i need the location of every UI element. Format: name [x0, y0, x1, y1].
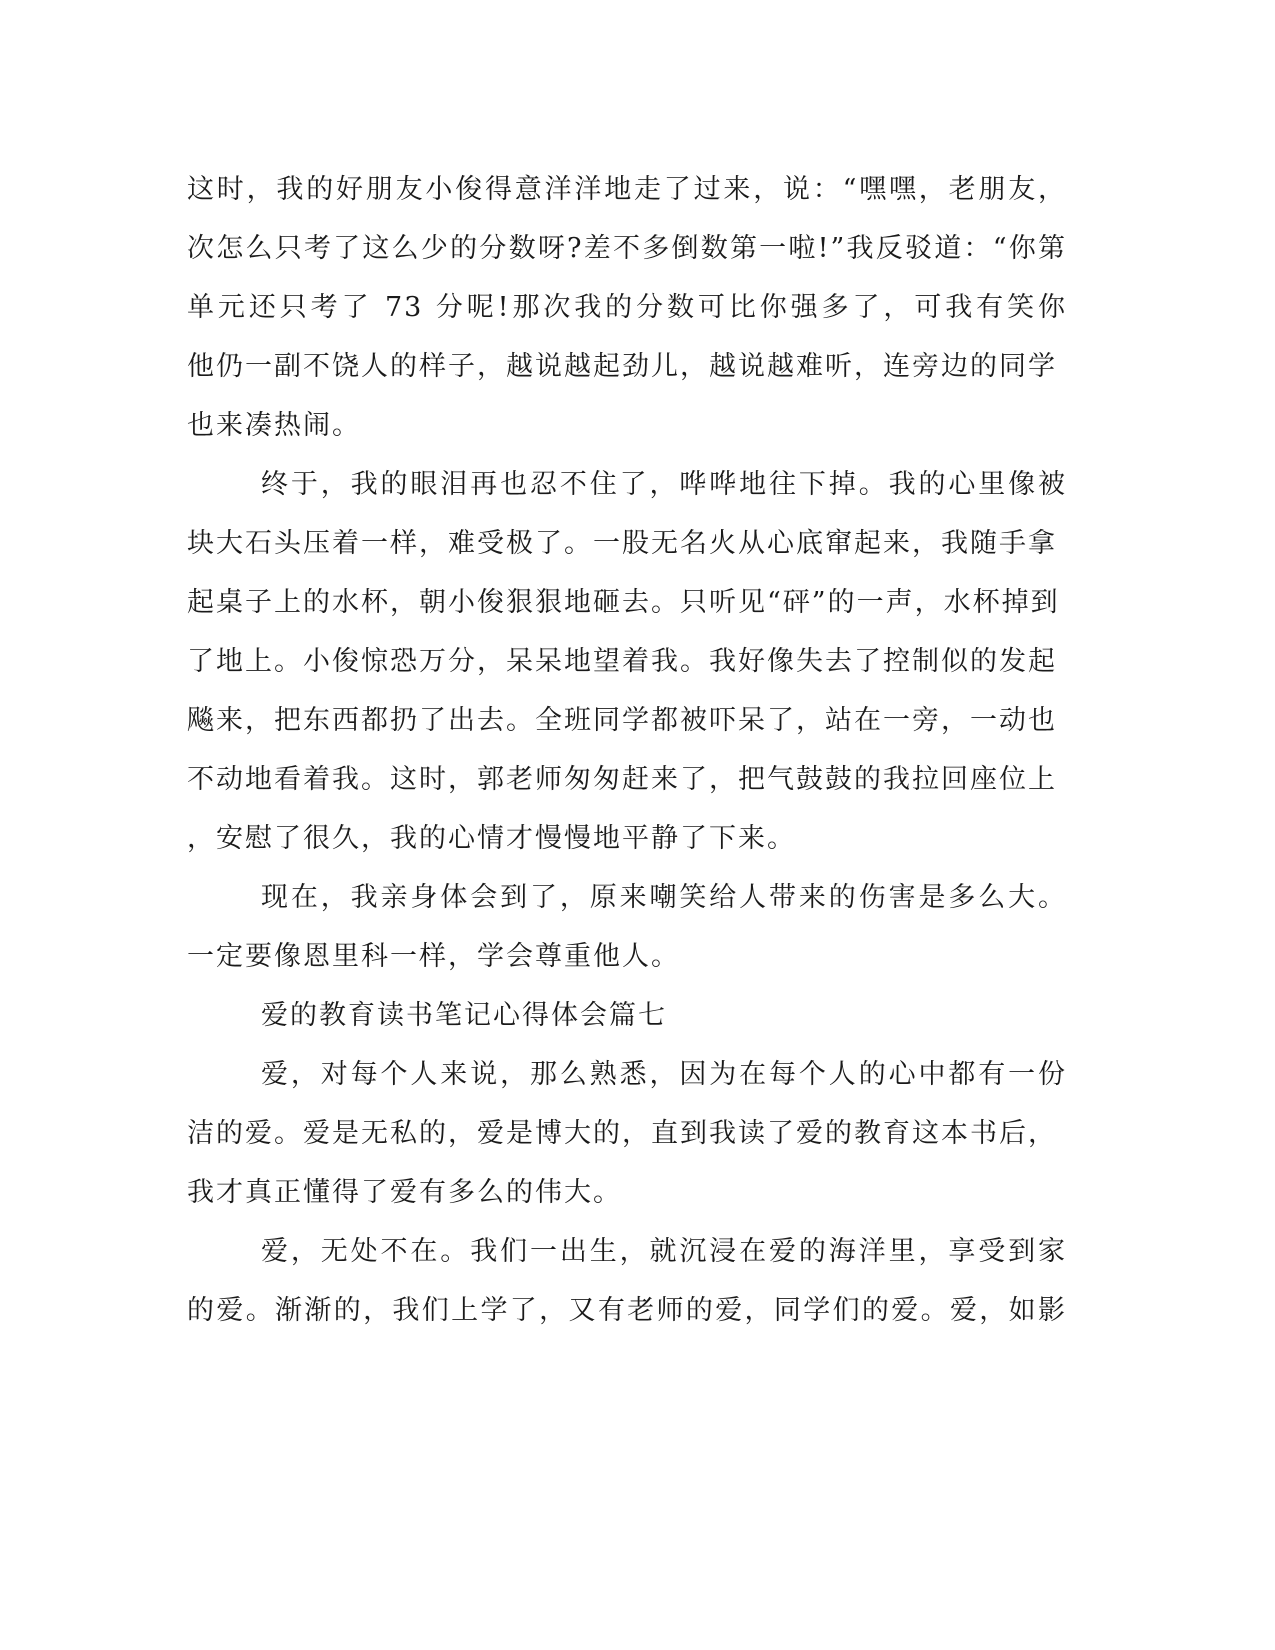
text-line: 一定要像恩里科一样，学会尊重他人。: [187, 941, 680, 972]
body-text: [187, 160, 1067, 1340]
text-line: 我才真正懂得了爱有多么的伟大。: [187, 1177, 622, 1208]
text-line: ，安慰了很久，我的心情才慢慢地平静了下来。: [187, 823, 796, 854]
text-line: 飚来，把东西都扔了出去。全班同学都被吓呆了，站在一旁，一动也: [187, 705, 1057, 736]
text-line: 这时，我的好朋友小俊得意洋洋地走了过来，说：“嘿嘿，老朋友，: [187, 174, 1067, 205]
text-line: 了地上。小俊惊恐万分，呆呆地望着我。我好像失去了控制似的发起: [187, 646, 1057, 677]
text-line: 终于，我的眼泪再也忍不住了，哗哗地往下掉。我的心里像被: [261, 469, 1067, 500]
text-line: 也来凑热闹。: [187, 410, 361, 441]
text-line: 起桌子上的水杯，朝小俊狠狠地砸去。只听见“砰”的一声，水杯掉到: [187, 587, 1060, 618]
section-heading: 爱的教育读书笔记心得体会篇七: [261, 1000, 667, 1031]
text-line: 单元还只考了 73 分呢!那次我的分数可比你强多了，可我有笑你: [187, 292, 1067, 323]
text-line: 爱，无处不在。我们一出生，就沉浸在爱的海洋里，享受到家: [261, 1236, 1067, 1267]
text-line: 现在，我亲身体会到了，原来嘲笑给人带来的伤害是多么大。: [261, 882, 1067, 913]
text-line: 洁的爱。爱是无私的，爱是博大的，直到我读了爱的教育这本书后，: [187, 1118, 1057, 1149]
text-line: 爱，对每个人来说，那么熟悉，因为在每个人的心中都有一份: [261, 1059, 1067, 1090]
text-line: 他仍一副不饶人的样子，越说越起劲儿，越说越难听，连旁边的同学: [187, 351, 1057, 382]
text-line: 的爱。渐渐的，我们上学了，又有老师的爱，同学们的爱。爱，如影: [187, 1295, 1067, 1326]
text-line: 不动地看着我。这时，郭老师匆匆赶来了，把气鼓鼓的我拉回座位上: [187, 764, 1057, 795]
text-line: 次怎么只考了这么少的分数呀?差不多倒数第一啦!”我反驳道：“你第: [187, 233, 1067, 264]
text-line: 块大石头压着一样，难受极了。一股无名火从心底窜起来，我随手拿: [187, 528, 1057, 559]
